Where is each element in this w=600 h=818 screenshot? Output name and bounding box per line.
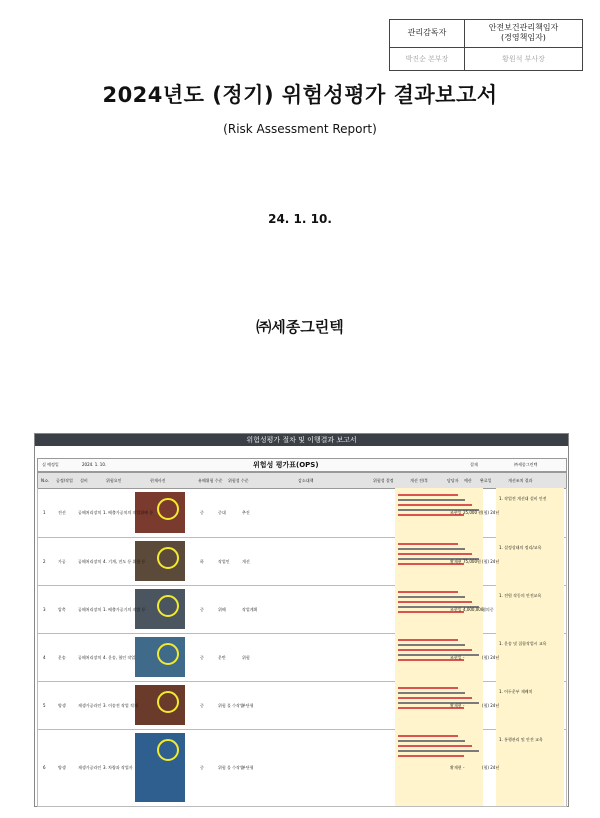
text-line <box>398 543 458 545</box>
col-level: 유해위험 수준 <box>198 478 223 483</box>
row-equipment: 공해처리장치 <box>78 510 102 515</box>
text-line <box>398 548 465 550</box>
row-result: 1. 설정상태의 정리/교육 <box>499 545 542 550</box>
highlight-circle <box>157 691 179 713</box>
hazard-photo <box>135 637 185 677</box>
table-row <box>37 488 567 538</box>
row-equipment: 공해처리장치 <box>78 559 102 564</box>
row-process: 양생 <box>58 703 66 708</box>
row-decision: 작업계획 <box>242 607 258 612</box>
row-manager: 황재현 <box>450 765 462 770</box>
row-date: (협) 24년 <box>482 655 500 660</box>
table-row <box>37 681 567 730</box>
table-row <box>37 729 567 807</box>
row-level: 중 <box>200 765 204 770</box>
row-level: 중 <box>200 510 204 515</box>
row-date: (협) 24년 <box>482 765 500 770</box>
row-grade: 위험 물 수작업 <box>218 703 244 708</box>
text-line <box>398 692 465 694</box>
text-line <box>398 553 472 555</box>
hazard-photo <box>135 733 185 802</box>
header-company: ㈜세종그린텍 <box>514 462 538 467</box>
table-row <box>37 585 567 634</box>
hazard-photo <box>135 685 185 725</box>
col-equipment: 설비 <box>80 478 88 483</box>
highlight-circle <box>157 595 179 617</box>
row-process: 압축 <box>58 607 66 612</box>
improvement-cell <box>395 681 483 729</box>
row-budget: 4,000,000 <box>463 607 484 612</box>
text-line <box>398 687 458 689</box>
row-grade: 작업인 <box>218 559 230 564</box>
row-decision: 부단형 <box>242 765 254 770</box>
text-line <box>398 654 479 656</box>
text-line <box>398 596 465 598</box>
col-date: 완료일 <box>480 478 492 483</box>
improvement-cell <box>395 633 483 681</box>
row-manager: 황재현 <box>450 703 462 708</box>
row-no: 5 <box>43 703 46 708</box>
row-result: 1. 작업전 개선대 설비 안전 <box>499 496 547 501</box>
text-line <box>398 601 472 603</box>
row-level: 중 <box>200 703 204 708</box>
row-decision: 위험 <box>242 655 250 660</box>
sheet-banner: 위험성평가 절차 및 이행결과 보고서 <box>35 434 568 446</box>
row-equipment: 공해처리장치 <box>78 655 102 660</box>
document-subtitle: (Risk Assessment Report) <box>223 122 377 136</box>
row-budget: 75,000원 <box>463 559 481 564</box>
col-no: N.o. <box>41 478 49 483</box>
text-line <box>398 740 465 742</box>
row-no: 4 <box>43 655 46 660</box>
row-no: 2 <box>43 559 46 564</box>
row-budget: - <box>463 765 465 770</box>
row-manager: 황재현 <box>450 559 462 564</box>
table-row <box>37 633 567 682</box>
row-hazard: 1. 배출가공기의 작업 등 <box>103 607 146 612</box>
text-line <box>398 702 479 704</box>
row-process: 전선 <box>58 510 66 515</box>
text-line <box>398 639 458 641</box>
row-hazard: 3. 차량과 작업자 <box>103 765 133 770</box>
header-date-label: 실 예정일 <box>42 462 59 467</box>
col-grade: 위험성 수준 <box>228 478 249 483</box>
row-decision: 추진 <box>242 510 250 515</box>
text-line <box>398 494 458 496</box>
col-decision: 위험성 결정 <box>373 478 394 483</box>
row-manager: 조현일 <box>450 510 462 515</box>
row-manager: 조현일 <box>450 655 462 660</box>
header-date: 2024. 1. 10. <box>82 462 107 467</box>
row-hazard: 1. 배출가공치의 작업위해 등 <box>103 510 154 515</box>
row-process: 가공 <box>58 559 66 564</box>
text-line <box>398 499 465 501</box>
row-hazard: 4. 운송, 협인 작업 <box>103 655 136 660</box>
approval-box <box>389 19 583 71</box>
col-process: 공정/작업 <box>56 478 73 483</box>
col-hazard: 위험요인 <box>106 478 122 483</box>
approval-col1-signature: 박진순 본부장 <box>390 47 465 70</box>
highlight-circle <box>157 643 179 665</box>
row-date: (협) 24년 <box>482 703 500 708</box>
row-equipment: 공해처리장치 <box>78 607 102 612</box>
row-hazard: 4. 기계, 전도 등 위험 등 <box>103 559 146 564</box>
text-line <box>398 735 458 737</box>
row-level: 중 <box>200 607 204 612</box>
highlight-circle <box>157 739 179 761</box>
row-hazard: 3. 이송전 작업 적재 <box>103 703 138 708</box>
sheet-header <box>37 458 567 472</box>
row-date: (협) 24년 <box>482 559 500 564</box>
text-line <box>398 644 465 646</box>
approval-col2-signature: 황원석 부사장 <box>465 47 583 70</box>
row-grade: 위해 <box>218 607 226 612</box>
row-no: 1 <box>43 510 46 515</box>
col-measure: 감소대책 <box>298 478 314 483</box>
header-approval-label: 결재 <box>470 462 478 467</box>
approval-col2-header: 안전보건관리책임자 (경영책임자) <box>465 20 583 48</box>
row-manager: 조현일 <box>450 607 462 612</box>
row-date: (협) 24년 <box>482 510 500 515</box>
row-equipment: 재생가공라인 <box>78 703 102 708</box>
row-result: 1. 어두운부 재배치 <box>499 689 533 694</box>
text-line <box>398 755 464 757</box>
row-no: 3 <box>43 607 46 612</box>
report-date: 24. 1. 10. <box>268 212 332 226</box>
column-header-row <box>37 472 567 489</box>
text-line <box>398 649 472 651</box>
row-grade: 운반 <box>218 655 226 660</box>
row-result: 1. 통행관리 및 안전 교육 <box>499 737 543 742</box>
col-photo: 현재사진 <box>150 478 166 483</box>
row-budget: - <box>463 655 465 660</box>
row-budget: 25,000 원 <box>463 510 483 515</box>
col-budget: 예산 <box>464 478 472 483</box>
improvement-cell <box>395 729 483 806</box>
table-row <box>37 537 567 586</box>
row-date: 협의중 <box>482 607 494 612</box>
row-equipment: 재생가공라인 <box>78 765 102 770</box>
approval-col1-header: 관리감독자 <box>390 20 465 48</box>
row-result: 1. 전원 작동의 안전교육 <box>499 593 542 598</box>
row-process: 운송 <box>58 655 66 660</box>
row-process: 양생 <box>58 765 66 770</box>
document-title: 2024년도 (정기) 위험성평가 결과보고서 <box>102 83 498 107</box>
table-title: 위험성 평가표(OPS) <box>253 461 319 469</box>
highlight-circle <box>157 547 179 569</box>
text-line <box>398 697 472 699</box>
row-no: 6 <box>43 765 46 770</box>
highlight-circle <box>157 498 179 520</box>
row-decision: 부단형 <box>242 703 254 708</box>
text-line <box>398 591 458 593</box>
row-level: 하 <box>200 559 204 564</box>
text-line <box>398 745 472 747</box>
col-before-after: 개선 전/후 <box>410 478 429 483</box>
row-grade: 위험 물 수작업 <box>218 765 244 770</box>
row-decision: 개선 <box>242 559 250 564</box>
text-line <box>398 750 479 752</box>
row-result: 1. 운송 및 집합작업시 교육 <box>499 641 547 646</box>
company-name: ㈜세종그린텍 <box>256 318 344 336</box>
row-grade: 중대 <box>218 510 226 515</box>
row-budget: - <box>463 703 465 708</box>
assessment-sheet <box>34 433 569 807</box>
text-line <box>398 504 472 506</box>
col-result: 개선조치 결과 <box>508 478 533 483</box>
row-level: 중 <box>200 655 204 660</box>
col-manager: 담당자 <box>447 478 459 483</box>
